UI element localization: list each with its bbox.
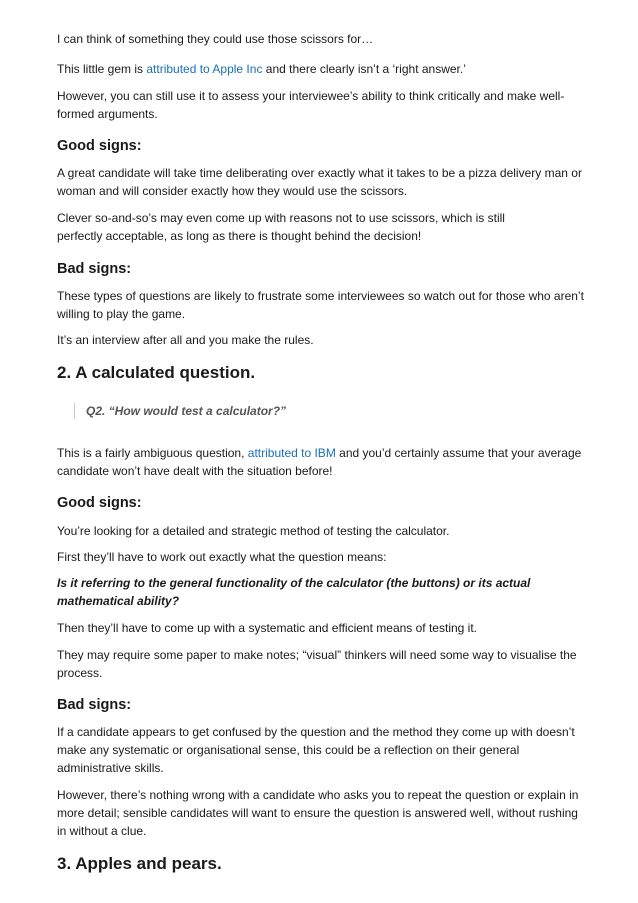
section-2-text-before-link: This is a fairly ambiguous question, [57,446,248,460]
apple-attribution-link[interactable]: attributed to Apple Inc [146,62,263,76]
q1-good-paragraph-2-line-1: Clever so-and-so’s may even come up with reasons not to use scissors, which is still [57,211,505,225]
q2-good-paragraph-4: Then they’ll have to come up with a systematic and efficient means of testing it. [57,621,477,635]
intro-paragraph-2 [57,60,585,78]
document-page [57,30,585,874]
intro-paragraph-3: However, you can still use it to assess your interviewee’s ability to think critically and make well-formed arguments. [57,89,565,121]
q2-good-paragraph-5: They may require some paper to make notes; “visual” thinkers will need some way to visualise the process. [57,648,577,680]
section-2-heading: 2. A calculated question. [57,363,256,382]
q2-good-paragraph-3-emphasis: Is it referring to the general functionality of the calculator (the buttons) or its actual mathematical ability? [57,576,531,608]
intro-text-before-link: This little gem is [57,62,147,76]
q1-bad-paragraph-2: It’s an interview after all and you make the rules. [57,333,314,347]
section-3-heading: 3. Apples and pears. [57,854,222,873]
q1-good-paragraph-2-line-2: perfectly acceptable, as long as there is thought behind the decision! [57,229,422,243]
q1-bad-signs-heading: Bad signs: [57,261,132,277]
q1-good-signs-heading: Good signs: [57,138,142,154]
q1-good-paragraph-2 [57,209,585,245]
q1-good-paragraph-1: A great candidate will take time deliberating over exactly what it takes to be a pizza delivery man or woman and will consider exactly how they would use the scissors. [57,166,582,198]
q2-bad-signs-heading: Bad signs: [57,697,132,713]
q1-bad-paragraph-1: These types of questions are likely to frustrate some interviewees so watch out for those who aren’t willing to play the game. [57,289,584,321]
q2-bad-paragraph-1: If a candidate appears to get confused by the question and the method they come up with doesn’t make any systematic or organisational sense, this could be a reflection on their general administrative skills. [57,725,575,775]
q2-good-paragraph-2: First they’ll have to work out exactly what the question means: [57,550,387,564]
q2-blockquote: Q2. “How would test a calculator?” [74,403,585,419]
intro-paragraph-1: I can think of something they could use those scissors for… [57,32,374,46]
q2-bad-paragraph-2: However, there’s nothing wrong with a candidate who asks you to repeat the question or explain in more detail; sensible candidates will want to ensure the question is answered well, without rushing in without a clue. [57,788,579,838]
q2-good-paragraph-1: You’re looking for a detailed and strategic method of testing the calculator. [57,524,450,538]
section-2-paragraph-1 [57,444,585,480]
section-2-text-after-link: and you’d certainly assume that your average candidate won’t have dealt with the situation before! [57,446,582,478]
intro-text-after-link: and there clearly isn’t a ‘right answer.’ [262,62,466,76]
ibm-attribution-link[interactable]: attributed to IBM [247,446,336,460]
q2-good-signs-heading: Good signs: [57,495,142,511]
